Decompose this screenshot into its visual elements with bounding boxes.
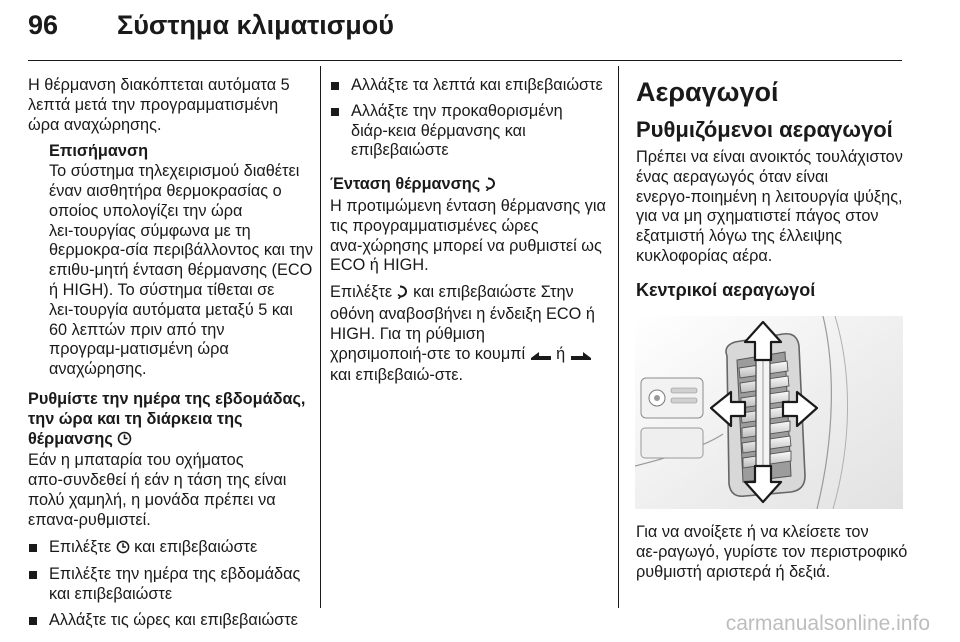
running-head: Σύστημα κλιματισμού xyxy=(117,10,394,40)
header-rule xyxy=(28,60,902,61)
column-divider-1 xyxy=(320,66,321,608)
clock-icon xyxy=(117,431,132,452)
bullet-square xyxy=(29,544,37,552)
heating-intensity-icon xyxy=(485,176,497,197)
vents-paragraph: Πρέπει να είναι ανοικτός τουλάχιστον ένας αεραγωγός όταν είναι ενεργο‑ποιημένη η λειτουργία ψύξης, για να μη σχηματιστεί πάγος στον εξατμιστή λόγω της έλλειψης κυκλοφορίας αέρα. xyxy=(636,148,903,265)
bullet-square xyxy=(29,571,37,579)
central-vent-illustration xyxy=(635,316,903,509)
section-subtitle: Ρυθμιζόμενοι αεραγωγοί xyxy=(636,117,893,142)
watermark: carmanualsonline.info xyxy=(725,612,930,635)
list-item-text: Αλλάξτε τα λεπτά και επιβεβαιώστε xyxy=(351,76,603,94)
intensity-paragraph: Η προτιμώμενη ένταση θέρμανσης για τις προγραμματισμένες ώρες ανα‑χώρησης μπορεί να ρυθμιστεί ως ECO ή HIGH. xyxy=(330,196,606,275)
para-text: ή xyxy=(556,344,566,363)
column-3 xyxy=(636,76,914,301)
list-item-text: Επιλέξτε xyxy=(49,537,112,556)
heating-intensity-icon xyxy=(397,284,409,305)
column-1 xyxy=(28,76,313,637)
column-divider-2 xyxy=(618,66,619,608)
list-item-text: και επιβεβαιώστε xyxy=(134,537,258,556)
section-title: Αεραγωγοί xyxy=(636,77,779,107)
bullet-square xyxy=(331,82,339,90)
list-item xyxy=(28,565,313,605)
para-text: και επιβεβαιώστε Στην οθόνη αναβοσβήνει η ένδειξη ECO ή HIGH. Για τη ρύθμιση χρησιμοποιή‑στε το κουμπί xyxy=(330,283,595,363)
left-arrow-button-icon xyxy=(530,347,552,367)
subhead-text: Ένταση θέρμανσης xyxy=(330,175,481,194)
page-number: 96 xyxy=(28,10,59,40)
list-item xyxy=(28,538,313,560)
para-text: Επιλέξτε xyxy=(330,283,393,302)
list-item xyxy=(330,76,610,96)
bullet-square xyxy=(29,617,37,625)
section-subhead-heating-intensity xyxy=(330,175,610,197)
battery-paragraph: Εάν η μπαταρία του οχήματος απο‑συνδεθεί ή εάν η τάση της είναι πολύ χαμηλή, η μονάδα πρέπει να επανα‑ρυθμιστεί. xyxy=(28,451,287,529)
note-title: Επισήμανση xyxy=(49,142,149,161)
clock-icon xyxy=(116,540,130,560)
subhead-text: Ρυθμίστε την ημέρα της εβδομάδας, την ώρα και τη διάρκεια της θέρμανσης xyxy=(28,389,306,448)
note-box xyxy=(28,142,313,380)
para-text: και επιβεβαιώ‑στε. xyxy=(330,366,464,385)
list-item xyxy=(28,611,313,631)
subsection-title: Κεντρικοί αεραγωγοί xyxy=(636,279,816,300)
intensity-instructions xyxy=(330,283,610,386)
bullet-square xyxy=(331,108,339,116)
figure-caption: Για να ανοίξετε ή να κλείσετε τον αε‑ραγωγό, γυρίστε τον περιστροφικό ρυθμιστή αριστερά ή δεξιά. xyxy=(636,523,908,581)
list-item-text: Αλλάξτε τις ώρες και επιβεβαιώστε xyxy=(49,610,298,629)
right-arrow-button-icon xyxy=(570,347,592,367)
list-item-text: Επιλέξτε την ημέρα της εβδομάδας και επιβεβαιώστε xyxy=(49,565,301,604)
list-item-text: Αλλάξτε την προκαθορισμένη διάρ‑κεια θέρμανσης και επιβεβαιώστε xyxy=(351,101,563,160)
column-2 xyxy=(330,76,610,393)
list-item xyxy=(330,102,610,161)
note-body: Το σύστημα τηλεχειρισμού διαθέτει έναν αισθητήρα θερμοκρασίας ο οποίος υπολογίζει την ώρα λει‑τουργίας σύμφωνα με τη θερμοκρα‑σία περιβάλλοντος και την επιθυ‑μητή ένταση θέρμανσης (ECO ή HIGH). Το σύστημα τίθεται σε λει‑τουργία αυτόματα μεταξύ 5 και 60 λεπτών πριν από την προγραμ‑ματισμένη ώρα αναχώρησης. xyxy=(49,162,313,379)
section-subhead-set-time xyxy=(28,390,313,451)
intro-paragraph: Η θέρμανση διακόπτεται αυτόματα 5 λεπτά μετά την προγραμματισμένη ώρα αναχώρησης. xyxy=(28,76,290,134)
